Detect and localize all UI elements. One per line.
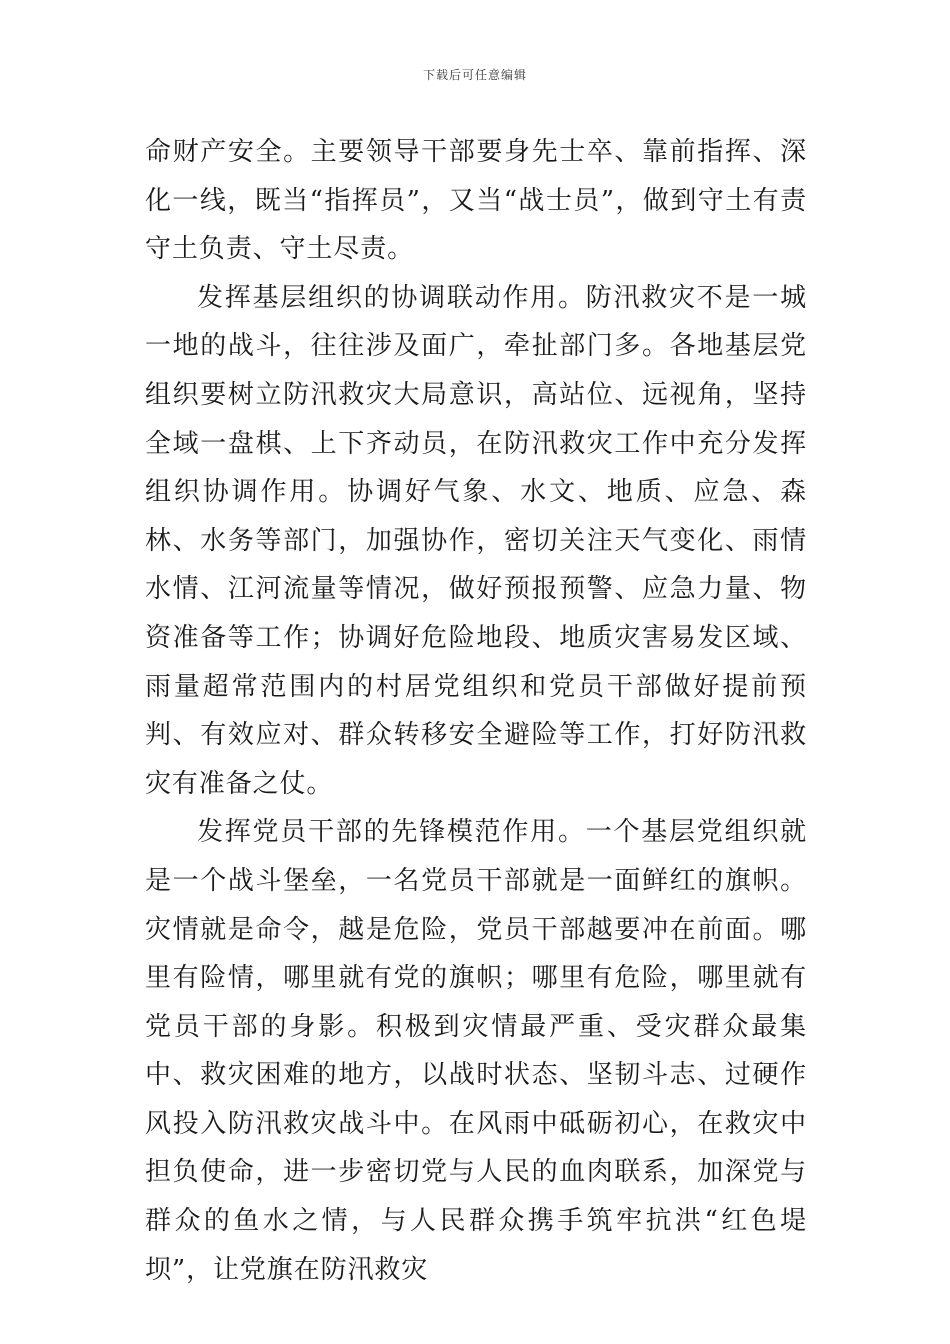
page-header-note: 下载后可任意编辑 xyxy=(422,68,527,82)
document-body xyxy=(145,128,807,1294)
paragraph-party-member-vanguard: 发挥党员干部的先锋模范作用。一个基层党组织就是一个战斗堡垒，一名党员干部就是一面鲜红的旗帜。灾情就是命令，越是危险，党员干部越要冲在前面。哪里有险情，哪里就有党的旗帜；哪里有危险，哪里就有党员干部的身影。积极到灾情最严重、受灾群众最集中、救灾困难的地方，以战时状态、坚韧斗志、过硬作风投入防汛救灾战斗中。在风雨中砥砺初心，在救灾中担负使命，进一步密切党与人民的血肉联系，加深党与群众的鱼水之情，与人民群众携手筑牢抗洪“红色堤坝”，让党旗在防汛救灾 xyxy=(145,817,807,1285)
paragraph-continuation: 命财产安全。主要领导干部要身先士卒、靠前指挥、深化一线，既当“指挥员”，又当“战士员”，做到守土有责守土负责、守土尽责。 xyxy=(145,137,807,265)
paragraph-grassroots-coordination: 发挥基层组织的协调联动作用。防汛救灾不是一城一地的战斗，往往涉及面广，牵扯部门多。各地基层党组织要树立防汛救灾大局意识，高站位、远视角，坚持全域一盘棋、上下齐动员，在防汛救灾工作中充分发挥组织协调作用。协调好气象、水文、地质、应急、森林、水务等部门，加强协作，密切关注天气变化、雨情水情、江河流量等情况，做好预报预警、应急力量、物资准备等工作；协调好危险地段、地质灾害易发区域、雨量超常范围内的村居党组织和党员干部做好提前预判、有效应对、群众转移安全避险等工作，打好防汛救灾有准备之仗。 xyxy=(145,282,807,799)
